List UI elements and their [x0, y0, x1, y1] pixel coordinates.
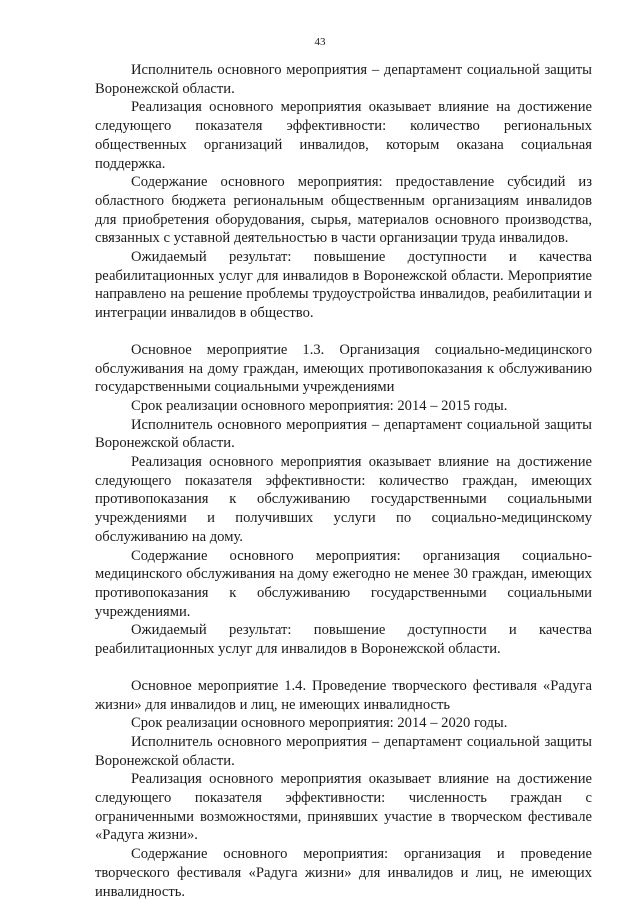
paragraph-result-1-3: Ожидаемый результат: повышение доступности и качества реабилитационных услуг для инвалидов в Воронежской области.: [95, 622, 592, 658]
paragraph-executor-1-4: Исполнитель основного мероприятия – департамент социальной защиты Воронежской области.: [95, 733, 592, 769]
paragraph-result-1-2: Ожидаемый результат: повышение доступности и качества реабилитационных услуг для инвалидов в Воронежской области. Мероприятие направлено на решение проблемы трудоустройства инвалидов, реабилитации и интеграции инвалидов в общество.: [95, 249, 592, 322]
document-body: [95, 61, 592, 901]
section-heading-1-3: Основное мероприятие 1.3. Организация социально-медицинского обслуживания на дому граждан, имеющих противопоказания к обслуживанию государственными социальными учреждениями: [95, 341, 592, 396]
page-number: 43: [314, 36, 326, 48]
paragraph-content-1-3: Содержание основного мероприятия: организация социально-медицинского обслуживания на дому ежегодно не менее 30 граждан, имеющих противопоказания к обслуживанию государственными социальными учреждениями.: [95, 547, 592, 620]
paragraph-impact-1-2: Реализация основного мероприятия оказывает влияние на достижение следующего показателя эффективности: количество региональных общественных организаций инвалидов, которым оказана социальная поддержка.: [95, 99, 592, 172]
paragraph-content-1-2: Содержание основного мероприятия: предоставление субсидий из областного бюджета региональным общественным организациям инвалидов для приобретения оборудования, сырья, материалов основного производства, связанных с уставной деятельностью в части организации труда инвалидов.: [95, 174, 592, 247]
paragraph-executor-1-2: Исполнитель основного мероприятия – департамент социальной защиты Воронежской области.: [95, 62, 592, 97]
paragraph-impact-1-4: Реализация основного мероприятия оказывает влияние на достижение следующего показателя эффективности: численность граждан с ограниченными возможностями, принявших участие в творческом фестивале «Радуга жизни».: [95, 771, 592, 844]
section-heading-1-4: Основное мероприятие 1.4. Проведение творческого фестиваля «Радуга жизни» для инвалидов и лиц, не имеющих инвалидность: [95, 677, 592, 713]
paragraph-term-1-3: Срок реализации основного мероприятия: 2014 – 2015 годы.: [131, 397, 508, 414]
paragraph-executor-1-3: Исполнитель основного мероприятия – департамент социальной защиты Воронежской области.: [95, 416, 592, 452]
paragraph-term-1-4: Срок реализации основного мероприятия: 2014 – 2020 годы.: [131, 715, 508, 732]
paragraph-content-1-4: Содержание основного мероприятия: организация и проведение творческого фестиваля «Радуга жизни» для инвалидов и лиц, не имеющих инвалидность.: [95, 846, 592, 900]
paragraph-impact-1-3: Реализация основного мероприятия оказывает влияние на достижение следующего показателя эффективности: количество граждан, имеющих противопоказания к обслуживанию государственными социальными учреждениями и получивших услуги по социально-медицинскому обслуживанию на дому.: [95, 454, 592, 545]
